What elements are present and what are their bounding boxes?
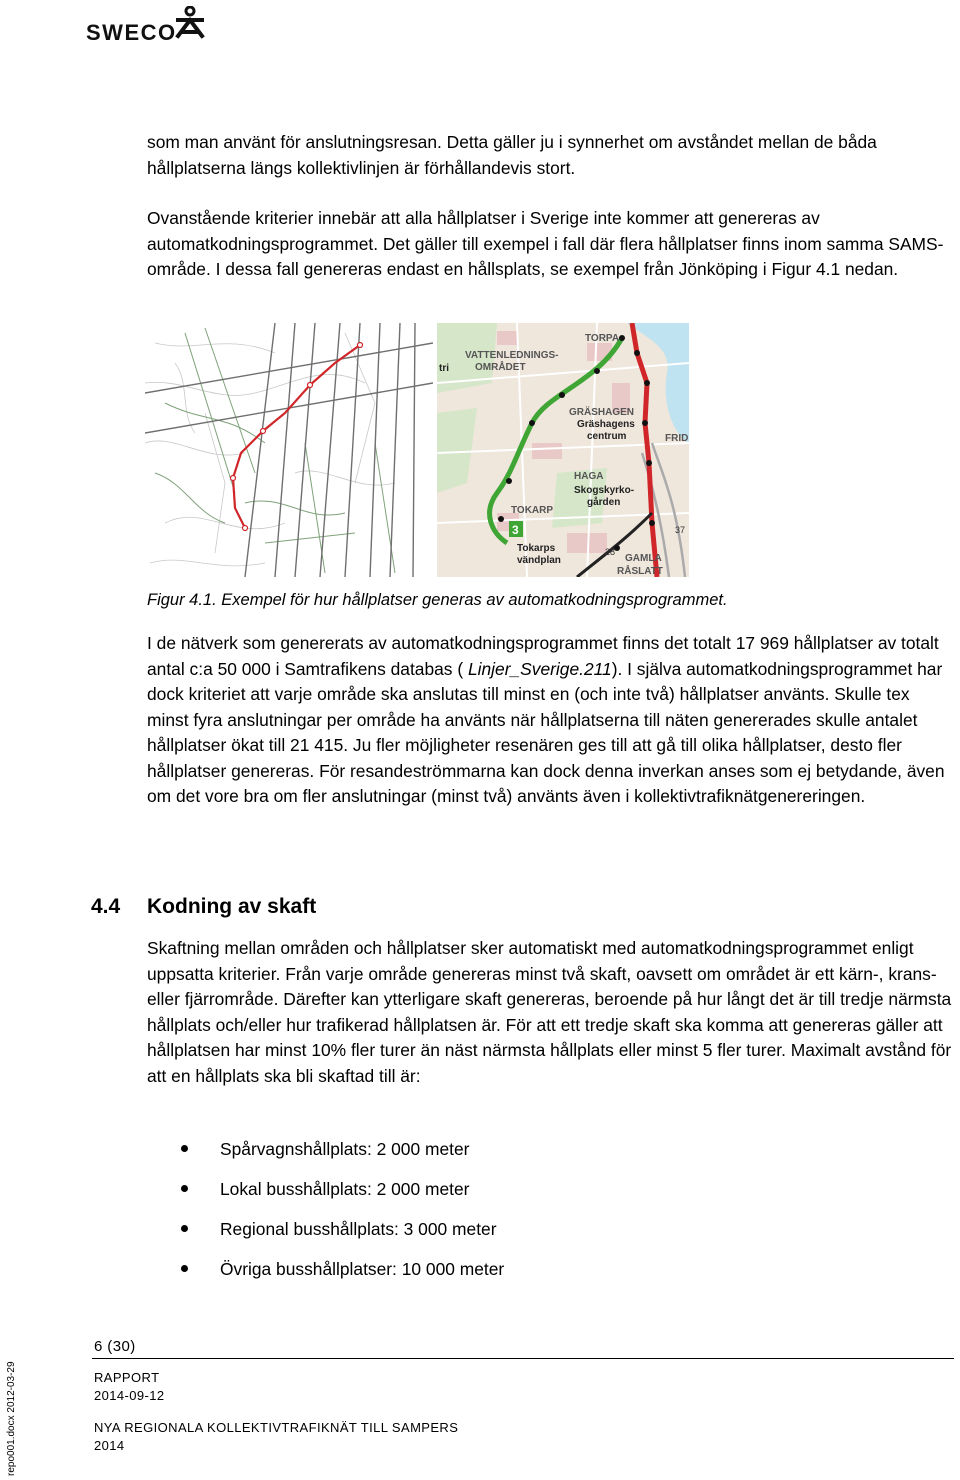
map-label: centrum (587, 431, 627, 442)
map-label: GAMLA (625, 553, 662, 564)
sweco-star-icon (170, 6, 210, 44)
bullet-icon (181, 1225, 188, 1232)
doc-year: 2014 (94, 1438, 125, 1453)
figure-caption: Figur 4.1. Exempel för hur hållplatser generas av automatkodningsprogrammet. (147, 591, 728, 609)
map-label: tri (439, 363, 449, 374)
paragraph-2: Ovanstående kriterier innebär att alla hållplatser i Sverige inte kommer att genereras av automatkodningsprogrammet. Det gäller till exempel i fall där flera hållplatser finns inom samma SAMS-område. I dessa fall genereras endast en hållsplats, se exempel från Jönköping i Figur 4.1 nedan. (147, 208, 944, 279)
map-label: TOKARP (511, 505, 554, 516)
map-label: vändplan (517, 555, 561, 566)
route-3-label: 3 (512, 523, 519, 537)
section-number: 4.4 (91, 895, 121, 918)
map-label: RÅSLATT (617, 566, 663, 577)
network-map-figure (145, 323, 433, 577)
logo-text: SWECO (86, 20, 177, 45)
page-number: 6 (30) (94, 1338, 136, 1355)
para3-text-b: ). I själva automatkodningsprogrammet har dock kriteriet att varje område ska anslutas till minst en (och inte två) hållplatser använts. Skulle tex minst fyra anslutningar per område ha använts när hållplatserna till näten genererades skulle antalet hållplatser ökat till 21 415. Ju fler möjligheter resenären ges till att gå till olika hållplatser, desto fler hållplatser genereras. För resandeströmmarna kan dock denna inverkan anses som ej betydande, även om det vore bra om fler anslutningar (minst två) använts även i kollektivtrafiknätgenereringen. (147, 658, 945, 806)
paragraph-3 (147, 631, 955, 810)
city-map-figure (437, 323, 689, 577)
bullet-icon (181, 1185, 188, 1192)
map-label: Tokarps (517, 543, 556, 554)
map-label: gården (587, 497, 621, 508)
bullet-icon (181, 1265, 188, 1272)
footer-divider (92, 1358, 954, 1359)
map-label: HAGA (574, 471, 604, 482)
template-id: repo001.docx 2012-03-29 (6, 1361, 17, 1476)
paragraph-4: Skaftning mellan områden och hållplatser sker automatiskt med automatkodningsprogrammet enligt uppsatta kriterier. Från varje område genereras minst två skaft, oavsett om området är ett kärn-, krans- eller fjärrområde. Därefter kan ytterligare skaft genereras, beroende på hur långt det är till tredje närmsta hållplats och/eller hur trafikerad hållplatsen är. För att ett tredje skaft ska komma att genereras gäller att hållplatsen har minst 10% fler turer än näst närmsta hållplats eller minst 5 fler turer. Maximalt avstånd för att en hållplats ska bli skaftad till är: (147, 938, 952, 1086)
route-37-label: 37 (675, 525, 686, 535)
section-title: Kodning av skaft (147, 895, 317, 918)
database-name: Linjer_Sverige.211 (467, 658, 612, 679)
map-label: GRÄSHAGEN (569, 407, 635, 418)
map-label: VATTENLEDNINGS- (465, 350, 559, 361)
map-label: TORPA (585, 333, 620, 344)
map-label: Gräshagens (577, 419, 635, 430)
map-label: OMRÅDET (475, 362, 526, 373)
sweco-logo (86, 6, 216, 46)
doc-date: 2014-09-12 (94, 1388, 165, 1403)
route-28-label: 28 (605, 547, 616, 557)
list-item: Regional busshållplats: 3 000 meter (147, 1216, 504, 1256)
map-label: FRID (665, 433, 689, 444)
doc-type: RAPPORT (94, 1370, 160, 1385)
list-item: Lokal busshållplats: 2 000 meter (147, 1176, 504, 1216)
list-item: Spårvagnshållplats: 2 000 meter (147, 1136, 504, 1176)
distance-list (147, 1136, 504, 1296)
paragraph-1: som man använt för anslutningsresan. Detta gäller ju i synnerhet om avståndet mellan de båda hållplatserna längs kollektivlinjen är förhållandevis stort. (147, 132, 877, 178)
list-item: Övriga busshållplatser: 10 000 meter (147, 1256, 504, 1296)
bullet-icon (181, 1145, 188, 1152)
para3-text-a: I de nätverk som genererats av automatkodningsprogrammet finns det totalt 17 969 hållplatser av totalt antal c:a 50 000 i Samtrafikens databas ( (147, 633, 939, 679)
map-label: Skogskyrko- (574, 485, 635, 496)
doc-title: NYA REGIONALA KOLLEKTIVTRAFIKNÄT TILL SAMPERS (94, 1420, 459, 1435)
